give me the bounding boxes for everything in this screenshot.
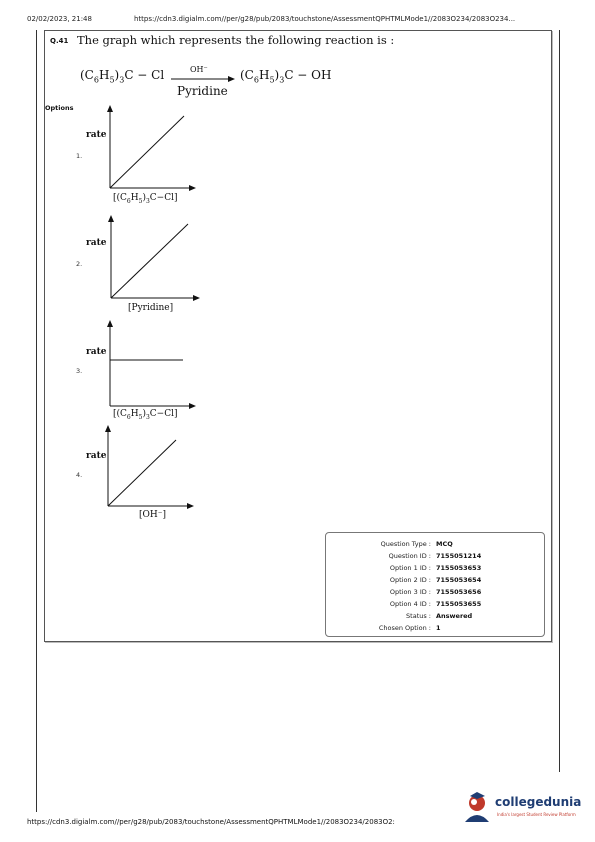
info-row xyxy=(326,600,544,610)
graph-ylabel: rate xyxy=(86,347,107,357)
graph-ylabel: rate xyxy=(86,130,107,140)
info-label: Option 1 ID : xyxy=(389,564,431,572)
graph-xlabel: [OH⁻] xyxy=(139,510,166,520)
info-row xyxy=(326,624,544,634)
graph-xlabel: [Pyridine] xyxy=(128,303,174,313)
reagent-label: OH⁻ xyxy=(190,65,208,74)
footer-url: https://cdn3.digialm.com//per/g28/pub/2083/touchstone/AssessmentQPHTMLMode1//2083O234/2083O2: xyxy=(27,818,395,826)
info-row xyxy=(326,540,544,550)
option-number: 2. xyxy=(76,260,83,268)
info-value: 7155051214 xyxy=(436,552,482,560)
info-row xyxy=(326,564,544,574)
product-formula: $(C_6H_5)_3C$ − OH xyxy=(240,68,332,85)
info-label: Option 2 ID : xyxy=(389,576,431,584)
graph-ylabel: rate xyxy=(86,238,107,248)
reactant-formula: $(C_6H_5)_3C - Cl$ xyxy=(80,68,165,85)
info-label: Question ID : xyxy=(388,552,431,560)
option-3-graph xyxy=(100,318,200,412)
print-timestamp: 02/02/2023, 21:48 xyxy=(27,15,92,23)
option-number: 4. xyxy=(76,471,83,479)
option-4-graph xyxy=(100,423,198,511)
logo-name: collegedunia xyxy=(495,795,582,809)
reaction-arrow xyxy=(170,74,236,84)
question-info-panel xyxy=(325,532,545,637)
print-url: https://cdn3.digialm.com//per/g28/pub/2083/touchstone/AssessmentQPHTMLMode1//2083O234/2083O234... xyxy=(134,15,516,23)
info-label: Chosen Option : xyxy=(378,624,431,632)
info-label: Option 4 ID : xyxy=(389,600,431,608)
left-margin-line xyxy=(36,30,37,812)
graph-ylabel: rate xyxy=(86,451,107,461)
right-margin-line xyxy=(559,30,560,772)
graph-xlabel: $[(C_6H_5)_3C-Cl]$ xyxy=(113,193,178,205)
options-label: Options xyxy=(45,104,74,112)
option-number: 1. xyxy=(76,152,83,160)
logo-tagline: India's largest Student Review Platform xyxy=(497,812,576,817)
info-row xyxy=(326,576,544,586)
option-1-graph xyxy=(100,103,200,193)
info-value: Answered xyxy=(436,612,473,620)
info-row xyxy=(326,612,544,622)
info-label: Question Type : xyxy=(380,540,431,548)
solvent-label: Pyridine xyxy=(177,84,228,98)
option-2-graph xyxy=(100,213,204,305)
info-row xyxy=(326,588,544,598)
info-value: 7155053653 xyxy=(436,564,482,572)
question-text: The graph which represents the following reaction is : xyxy=(77,33,395,47)
info-value: MCQ xyxy=(436,540,453,548)
info-label: Status : xyxy=(406,612,431,620)
graph-xlabel: $[(C_6H_5)_3C-Cl]$ xyxy=(113,409,178,421)
option-number: 3. xyxy=(76,367,83,375)
info-value: 1 xyxy=(436,624,441,632)
question-number: Q.41 xyxy=(50,37,69,45)
info-value: 7155053655 xyxy=(436,600,482,608)
info-row xyxy=(326,552,544,562)
info-value: 7155053656 xyxy=(436,588,482,596)
collegedunia-logo-icon xyxy=(461,790,495,824)
info-value: 7155053654 xyxy=(436,576,482,584)
info-label: Option 3 ID : xyxy=(389,588,431,596)
